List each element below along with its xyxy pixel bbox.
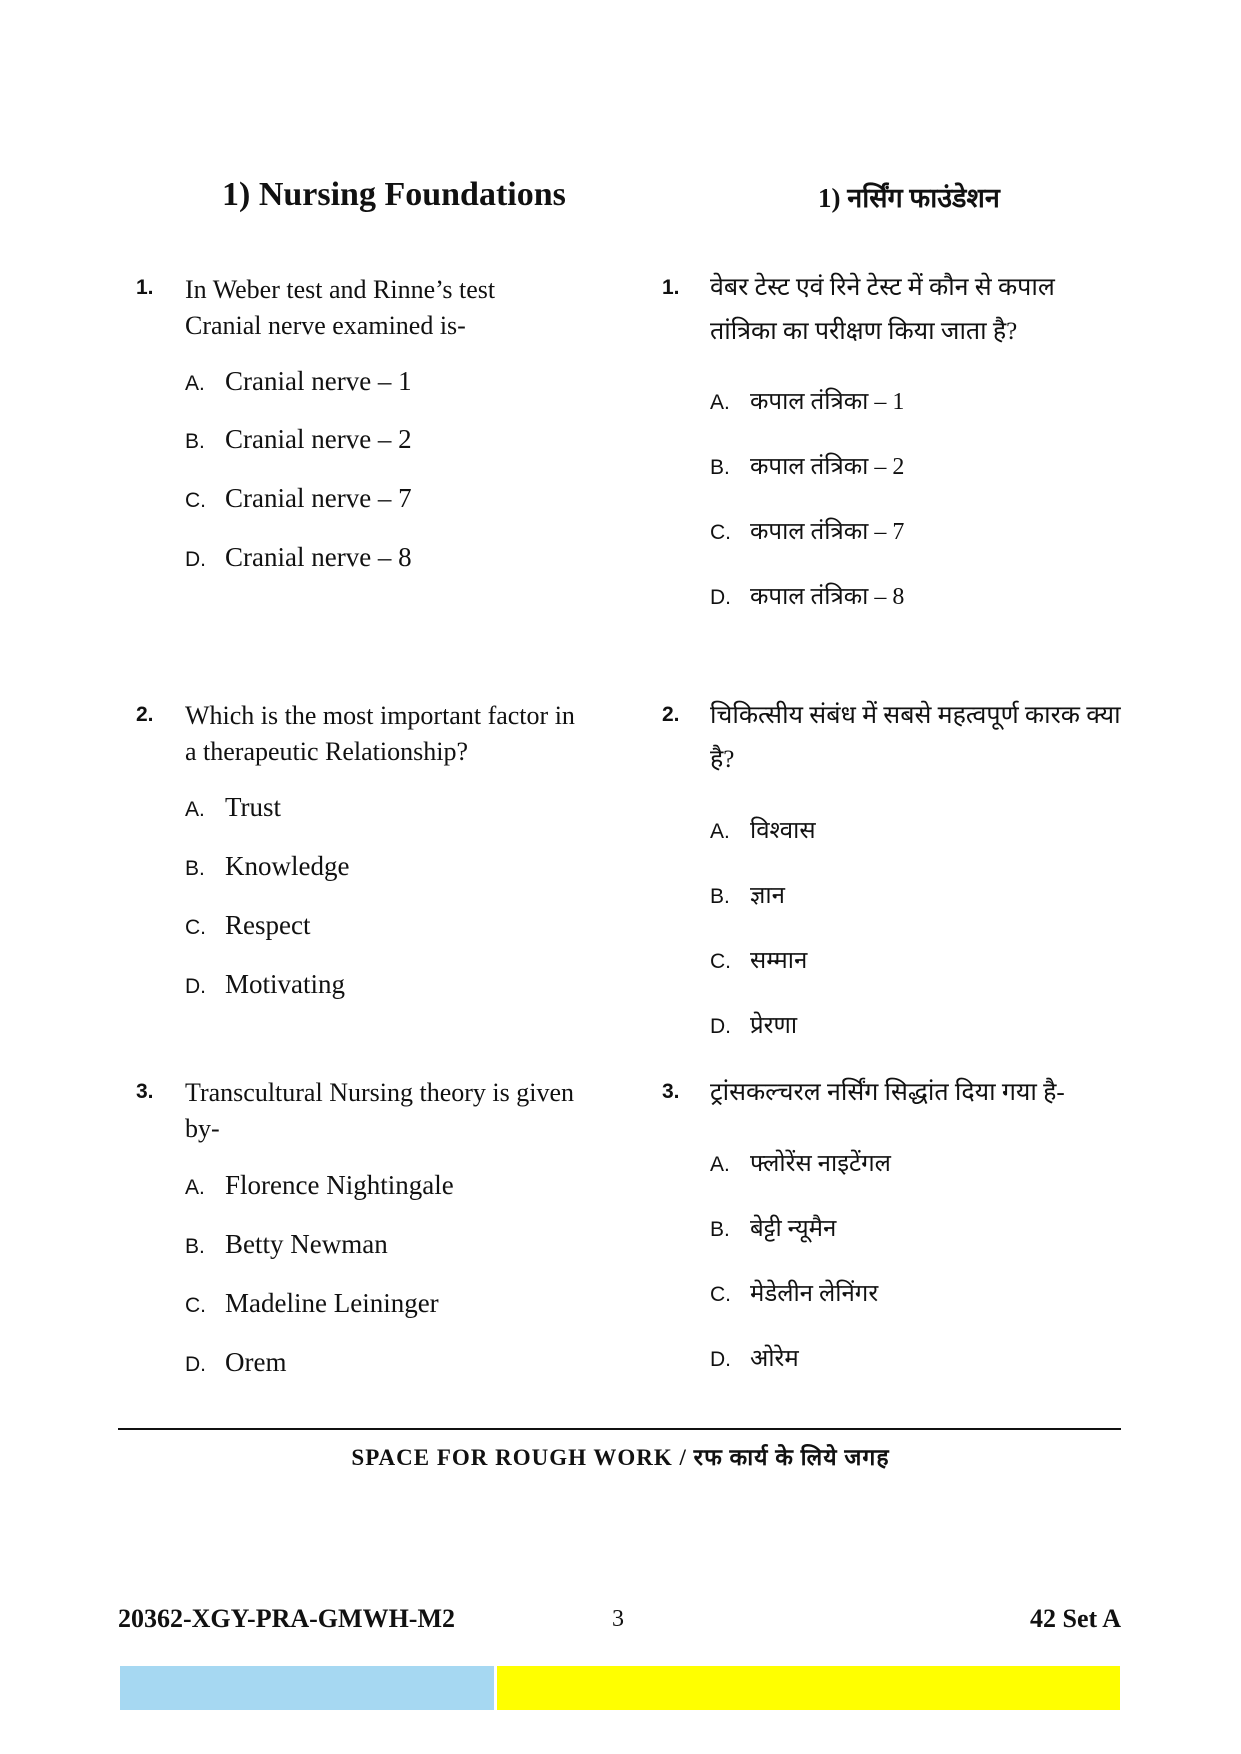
q2-option-c-en [185, 910, 310, 941]
paper-code: 20362-XGY-PRA-GMWH-M2 [118, 1604, 455, 1633]
option-letter: A. [185, 372, 205, 395]
option-letter: C. [710, 950, 731, 973]
q3-option-d-hi [710, 1341, 799, 1374]
option-text: Knowledge [225, 851, 350, 881]
question-2-text-en [185, 698, 625, 770]
page-number: 3 [612, 1606, 624, 1632]
question-line: In Weber test and Rinne’s test [185, 275, 496, 304]
q2-option-b-hi [710, 878, 785, 911]
option-text: Cranial nerve – 8 [225, 542, 412, 572]
set-label: 42 Set A [1030, 1604, 1121, 1633]
question-line: चिकित्सीय संबंध में सबसे महत्वपूर्ण कारक क्या [710, 702, 1121, 729]
question-line: Cranial nerve examined is- [185, 311, 466, 340]
question-3-text-en [185, 1075, 625, 1147]
option-letter: B. [710, 1218, 730, 1241]
option-letter: C. [185, 916, 206, 939]
option-letter: D. [710, 586, 731, 609]
option-text: कपाल तंत्रिका – 8 [750, 584, 905, 610]
q1-option-b-hi [710, 449, 904, 482]
option-letter: C. [710, 1283, 731, 1306]
question-line: ट्रांसकल्चरल नर्सिंग सिद्धांत दिया गया है- [710, 1079, 1065, 1106]
question-1-number-hi: 1. [662, 276, 680, 299]
q3-option-a-hi [710, 1146, 891, 1179]
option-letter: A. [710, 1153, 730, 1176]
q3-option-d-en [185, 1347, 286, 1378]
question-1-text-en [185, 272, 605, 344]
option-letter: A. [185, 1176, 205, 1199]
question-line: by- [185, 1114, 220, 1143]
q1-option-c-hi [710, 514, 904, 547]
english-section-title: 1) Nursing Foundations [222, 176, 566, 213]
q2-option-d-en [185, 969, 345, 1000]
q1-option-b-en [185, 424, 412, 455]
rough-work-label: SPACE FOR ROUGH WORK / रफ कार्य के लिये जगह [351, 1445, 890, 1470]
option-letter: C. [185, 489, 206, 512]
rough-work-divider [118, 1428, 1121, 1430]
option-letter: D. [185, 548, 206, 571]
option-text: कपाल तंत्रिका – 1 [750, 389, 905, 415]
option-letter: D. [185, 975, 206, 998]
question-line: Which is the most important factor in [185, 701, 575, 730]
q2-option-a-hi [710, 813, 816, 846]
question-line: वेबर टेस्ट एवं रिने टेस्ट में कौन से कपाल [710, 274, 1055, 301]
option-text: Florence Nightingale [225, 1170, 454, 1200]
option-letter: B. [185, 1235, 205, 1258]
q1-option-a-hi [710, 384, 904, 417]
q2-option-c-hi [710, 943, 807, 976]
option-letter: A. [185, 798, 205, 821]
option-letter: B. [185, 430, 205, 453]
option-text: ज्ञान [750, 883, 785, 909]
option-letter: D. [710, 1348, 731, 1371]
option-text: ओरेम [750, 1346, 799, 1372]
option-text: Trust [225, 792, 282, 822]
option-text: मेडेलीन लेनिंगर [750, 1281, 879, 1307]
question-3-number-hi: 3. [662, 1080, 680, 1103]
option-text: विश्वास [750, 818, 816, 844]
q1-option-d-en [185, 542, 412, 573]
hindi-section-title: 1) नर्सिंग फाउंडेशन [818, 183, 1000, 213]
q2-option-d-hi [710, 1008, 797, 1041]
option-letter: C. [185, 1294, 206, 1317]
question-2-number-en: 2. [136, 703, 154, 726]
q3-option-c-en [185, 1288, 439, 1319]
footer-color-bar-yellow [497, 1666, 1120, 1710]
question-line: है? [710, 746, 735, 773]
option-text: सम्मान [750, 948, 808, 974]
q3-option-a-en [185, 1170, 454, 1201]
option-letter: B. [710, 885, 730, 908]
q2-option-a-en [185, 792, 281, 823]
q1-option-c-en [185, 483, 412, 514]
footer-color-bar-blue [120, 1666, 494, 1710]
option-letter: A. [710, 391, 730, 414]
option-text: Madeline Leininger [225, 1288, 439, 1318]
option-text: Orem [225, 1347, 287, 1377]
option-text: कपाल तंत्रिका – 2 [750, 454, 905, 480]
option-letter: A. [710, 820, 730, 843]
option-text: कपाल तंत्रिका – 7 [750, 519, 905, 545]
question-1-number-en: 1. [136, 276, 154, 299]
q3-option-c-hi [710, 1276, 878, 1309]
question-2-number-hi: 2. [662, 703, 680, 726]
option-text: Cranial nerve – 7 [225, 483, 412, 513]
option-letter: C. [710, 521, 731, 544]
q3-option-b-en [185, 1229, 388, 1260]
option-letter: B. [185, 857, 205, 880]
question-1-text-hi [710, 266, 1140, 354]
option-text: Motivating [225, 969, 345, 999]
q1-option-a-en [185, 366, 412, 397]
q3-option-b-hi [710, 1211, 836, 1244]
q1-option-d-hi [710, 579, 904, 612]
option-text: Respect [225, 910, 311, 940]
option-text: बेट्टी न्यूमैन [750, 1216, 837, 1242]
option-text: फ्लोरेंस नाइटेंगल [750, 1151, 891, 1177]
question-line: Transcultural Nursing theory is given [185, 1078, 574, 1107]
option-letter: B. [710, 456, 730, 479]
option-letter: D. [185, 1353, 206, 1376]
question-3-number-en: 3. [136, 1080, 154, 1103]
option-text: Cranial nerve – 1 [225, 366, 412, 396]
question-line: a therapeutic Relationship? [185, 737, 469, 766]
question-line: तांत्रिका का परीक्षण किया जाता है? [710, 318, 1018, 345]
option-text: प्रेरणा [750, 1013, 798, 1039]
q2-option-b-en [185, 851, 349, 882]
question-2-text-hi [710, 694, 1150, 782]
question-3-text-hi [710, 1071, 1150, 1115]
option-letter: D. [710, 1015, 731, 1038]
option-text: Betty Newman [225, 1229, 388, 1259]
option-text: Cranial nerve – 2 [225, 424, 412, 454]
